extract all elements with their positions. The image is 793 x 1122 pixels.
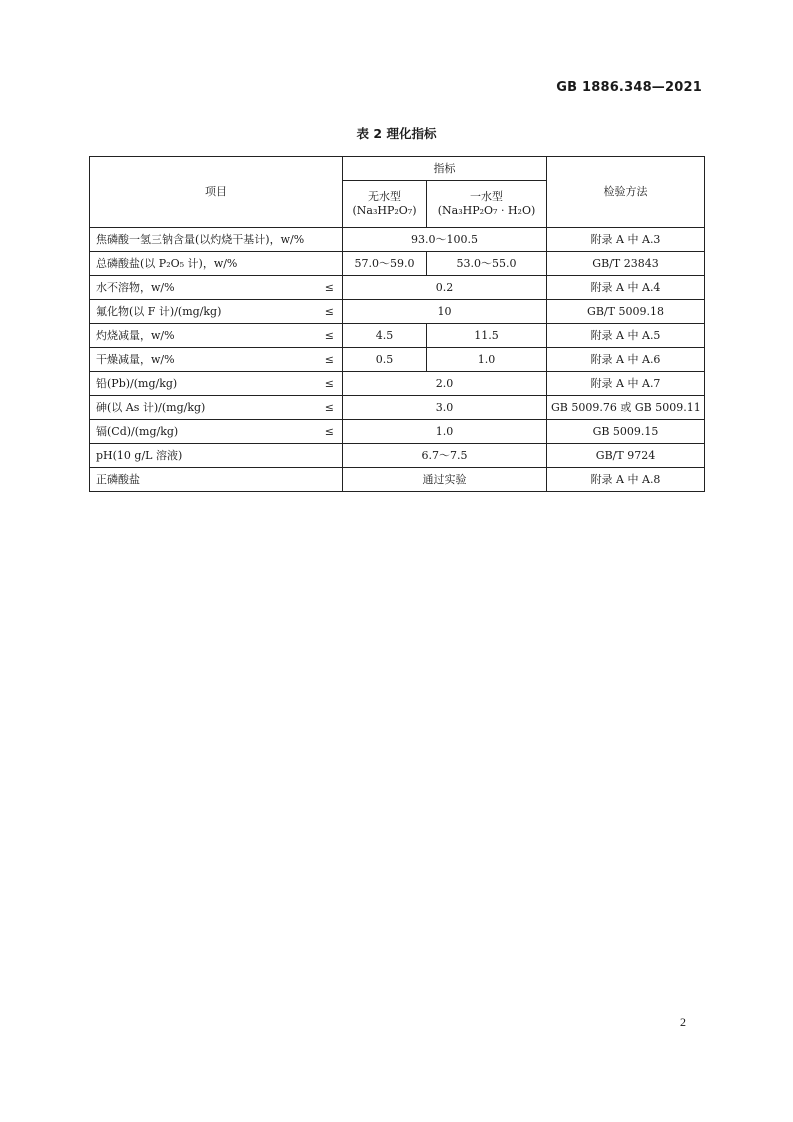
table-row [90,324,705,348]
row-item-cell [90,252,343,276]
row-item-cell [90,324,343,348]
indicator-value-anhydrous: 0.5 [343,348,427,372]
indicator-value-merged: 93.0～100.5 [343,228,547,252]
indicator-value-merged: 通过实验 [343,468,547,492]
row-item-label: 干燥减量，w/% [96,352,175,366]
indicator-value-merged: 0.2 [343,276,547,300]
standard-number: GB 1886.348—2021 [556,80,702,95]
row-item-cell [90,228,343,252]
indicator-value-monohydrate: 11.5 [427,324,547,348]
row-item-label: 镉(Cd)/(mg/kg) [96,424,179,438]
table-row [90,420,705,444]
row-item-cell [90,300,343,324]
indicator-value-monohydrate: 53.0～55.0 [427,252,547,276]
max-limit-symbol: ≤ [324,280,334,294]
page-number: 2 [680,1015,686,1029]
row-item-label: pH(10 g/L 溶液) [96,448,183,462]
physicochemical-spec-table [89,156,705,492]
row-item-label: 水不溶物，w/% [96,280,175,294]
indicator-value-monohydrate: 1.0 [427,348,547,372]
column-header-item: 项目 [90,157,343,228]
indicator-value-merged: 2.0 [343,372,547,396]
column-header-monohydrate [427,181,547,228]
row-item-label: 正磷酸盐 [96,472,140,486]
column-header-anhydrous [343,181,427,228]
table-row [90,300,705,324]
column-header-method: 检验方法 [547,157,705,228]
test-method-cell: 附录 A 中 A.3 [547,228,705,252]
max-limit-symbol: ≤ [324,328,334,342]
table-row [90,396,705,420]
max-limit-symbol: ≤ [324,400,334,414]
row-item-label: 灼烧减量，w/% [96,328,175,342]
test-method-cell: GB/T 5009.18 [547,300,705,324]
indicator-value-merged: 3.0 [343,396,547,420]
max-limit-symbol: ≤ [324,304,334,318]
test-method-cell: GB 5009.76 或 GB 5009.11 [547,396,705,420]
row-item-cell [90,420,343,444]
indicator-value-merged: 10 [343,300,547,324]
column-header-indicator: 指标 [343,157,547,181]
max-limit-symbol: ≤ [324,352,334,366]
row-item-cell [90,396,343,420]
row-item-label: 砷(以 As 计)/(mg/kg) [96,400,206,414]
row-item-cell [90,372,343,396]
row-item-label: 总磷酸盐(以 P₂O₅ 计)，w/% [96,256,238,270]
test-method-cell: 附录 A 中 A.6 [547,348,705,372]
indicator-value-merged: 1.0 [343,420,547,444]
table-header-row [90,157,705,181]
row-item-cell [90,348,343,372]
row-item-cell [90,444,343,468]
table-row [90,372,705,396]
table-row [90,444,705,468]
table-row [90,348,705,372]
row-item-label: 焦磷酸一氢三钠含量(以灼烧干基计)，w/% [96,232,305,246]
table-title: 表 2 理化指标 [356,126,437,141]
indicator-value-anhydrous: 57.0～59.0 [343,252,427,276]
row-item-cell [90,468,343,492]
anhydrous-formula: (Na₃HP₂O₇) [352,204,417,217]
test-method-cell: GB/T 9724 [547,444,705,468]
test-method-cell: 附录 A 中 A.4 [547,276,705,300]
table-row [90,228,705,252]
test-method-cell: 附录 A 中 A.5 [547,324,705,348]
row-item-label: 氟化物(以 F 计)/(mg/kg) [96,304,222,318]
max-limit-symbol: ≤ [324,376,334,390]
monohydrate-formula: (Na₃HP₂O₇ · H₂O) [437,204,536,217]
monohydrate-type-name: 一水型 [470,190,503,203]
test-method-cell: GB/T 23843 [547,252,705,276]
table-row [90,252,705,276]
test-method-cell: 附录 A 中 A.7 [547,372,705,396]
row-item-cell [90,276,343,300]
anhydrous-type-name: 无水型 [368,190,401,203]
table-row [90,468,705,492]
table-row [90,276,705,300]
indicator-value-anhydrous: 4.5 [343,324,427,348]
indicator-value-merged: 6.7～7.5 [343,444,547,468]
row-item-label: 铅(Pb)/(mg/kg) [96,376,178,390]
test-method-cell: 附录 A 中 A.8 [547,468,705,492]
test-method-cell: GB 5009.15 [547,420,705,444]
max-limit-symbol: ≤ [324,424,334,438]
